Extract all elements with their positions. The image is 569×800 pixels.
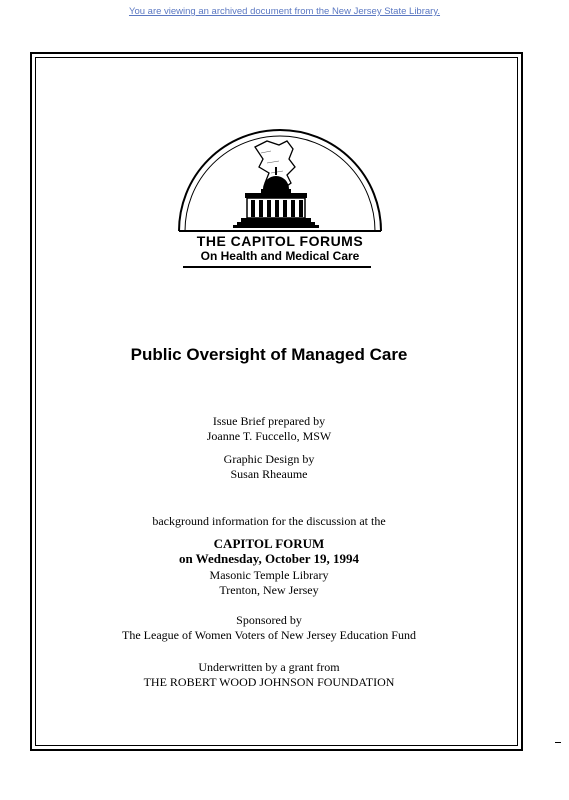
graphic-design-label: Graphic Design by	[223, 452, 315, 466]
sponsor-label: Sponsored by	[236, 613, 302, 627]
issue-brief-label: Issue Brief prepared by	[212, 414, 326, 428]
underwriter-name: THE ROBERT WOOD JOHNSON FOUNDATION	[143, 675, 395, 689]
sponsor-name: The League of Women Voters of New Jersey Education Fund	[122, 628, 416, 642]
logo-title: THE CAPITOL FORUMS	[196, 233, 364, 249]
author-name: Joanne T. Fuccello, MSW	[206, 429, 332, 443]
logo-subtitle: On Health and Medical Care	[200, 249, 360, 263]
event-intro: background information for the discussion at the	[152, 514, 386, 528]
designer-name: Susan Rheaume	[230, 467, 308, 481]
capitol-dome-emblem-icon	[175, 123, 385, 235]
event-location: Trenton, New Jersey	[219, 583, 319, 597]
document-title: Public Oversight of Managed Care	[130, 345, 408, 364]
event-name: CAPITOL FORUM	[213, 536, 325, 551]
event-venue: Masonic Temple Library	[209, 568, 329, 582]
event-date: on Wednesday, October 19, 1994	[178, 551, 360, 566]
archive-notice-link[interactable]: You are viewing an archived document from the New Jersey State Library.	[128, 6, 441, 17]
scan-mark	[555, 742, 561, 743]
underwriter-label: Underwritten by a grant from	[198, 660, 340, 674]
logo-underline	[183, 266, 371, 268]
capitol-forums-logo	[175, 123, 385, 265]
